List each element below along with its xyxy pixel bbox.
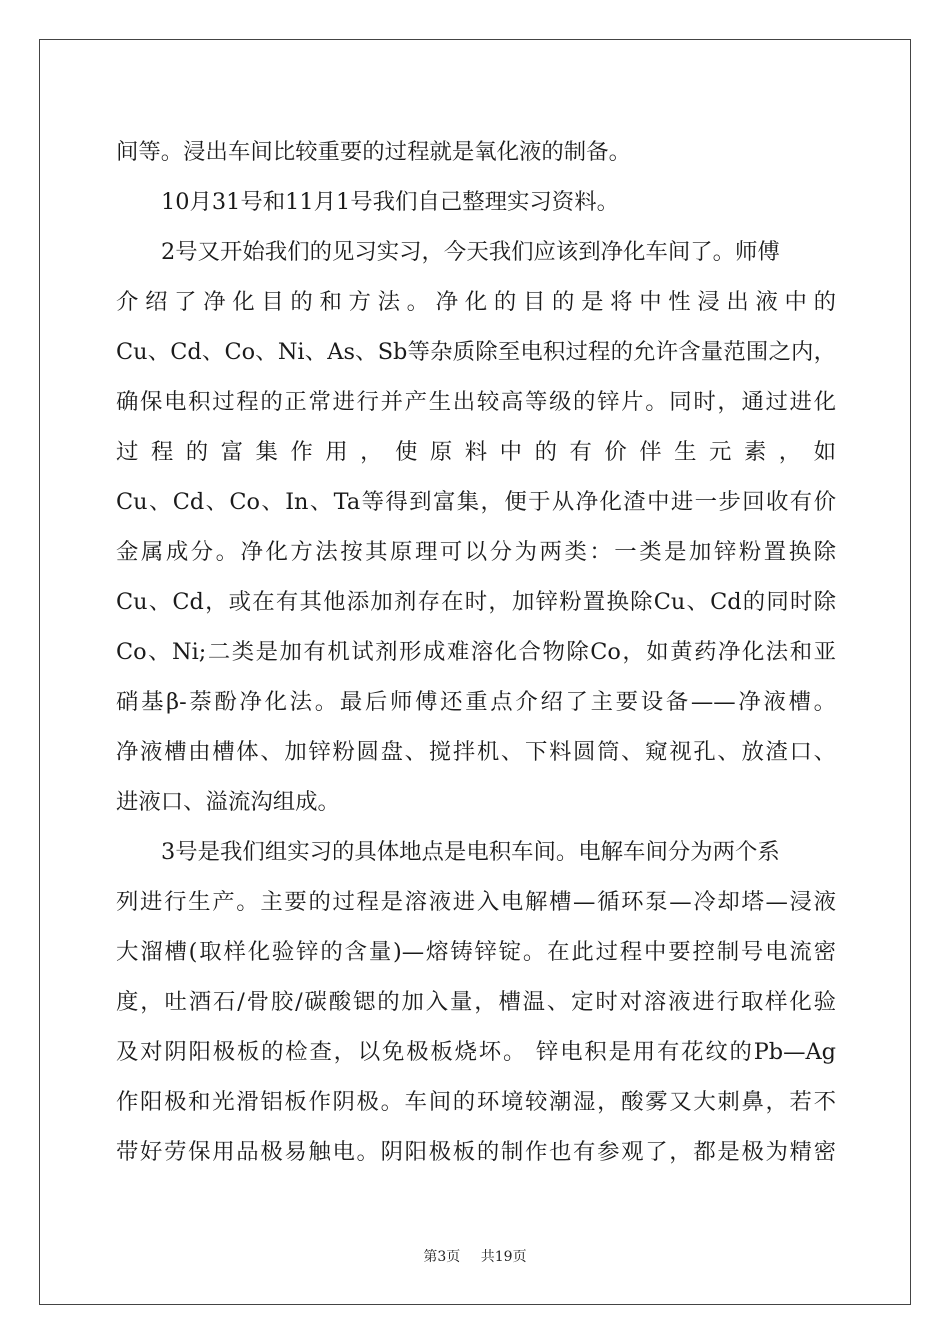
text-line: 间等。浸出车间比较重要的过程就是氧化液的制备。 — [116, 139, 631, 165]
text-line: 金属成分。净化方法按其原理可以分为两类：一类是加锌粉置换除 — [116, 539, 836, 565]
text-line: 净液槽由槽体、加锌粉圆盘、搅拌机、下料圆筒、窥视孔、放渣口、 — [116, 739, 836, 765]
text-line: 介绍了净化目的和方法。净化的目的是将中性浸出液中的 — [116, 289, 836, 315]
page-number: 第3页 — [423, 1249, 461, 1265]
text-line: 度，吐酒石/骨胶/碳酸锶的加入量，槽温、定时对溶液进行取样化验 — [116, 989, 836, 1015]
text-line: 作阳极和光滑铝板作阴极。车间的环境较潮湿，酸雾又大刺鼻，若不 — [116, 1089, 836, 1115]
text-line: 带好劳保用品极易触电。阴阳极板的制作也有参观了，都是极为精密 — [116, 1139, 836, 1165]
text-line: 硝基β-萘酚净化法。最后师傅还重点介绍了主要设备——净液槽。 — [116, 689, 836, 715]
page-total: 共19页 — [480, 1249, 527, 1265]
text-line: Cu、Cd、Co、In、Ta等得到富集，便于从净化渣中进一步回收有价 — [116, 489, 836, 515]
text-line: Co、Ni;二类是加有机试剂形成难溶化合物除Co，如黄药净化法和亚 — [116, 639, 836, 665]
text-line: 过程的富集作用，使原料中的有价伴生元素，如 — [116, 439, 836, 465]
text-line: 大溜槽(取样化验锌的含量)—熔铸锌锭。在此过程中要控制号电流密 — [116, 939, 836, 965]
document-body — [116, 127, 836, 1177]
text-line: Cu、Cd、Co、Ni、As、Sb等杂质除至电积过程的允许含量范围之内， — [116, 339, 836, 365]
text-line: 2号又开始我们的见习实习，今天我们应该到净化车间了。师傅 — [161, 239, 780, 265]
text-line: 确保电积过程的正常进行并产生出较高等级的锌片。同时，通过进化 — [116, 389, 836, 415]
text-line: 3号是我们组实习的具体地点是电积车间。电解车间分为两个系 — [161, 839, 780, 865]
text-line: Cu、Cd，或在有其他添加剂存在时，加锌粉置换除Cu、Cd的同时除 — [116, 589, 836, 615]
text-line: 进液口、溢流沟组成。 — [116, 789, 340, 815]
text-line: 10月31号和11月1号我们自己整理实习资料。 — [161, 189, 619, 215]
page-footer — [0, 1246, 950, 1266]
text-line: 列进行生产。主要的过程是溶液进入电解槽—循环泵—冷却塔—浸液 — [116, 889, 836, 915]
text-line: 及对阴阳极板的检查，以免极板烧坏。 锌电积是用有花纹的Pb—Ag — [116, 1039, 836, 1065]
